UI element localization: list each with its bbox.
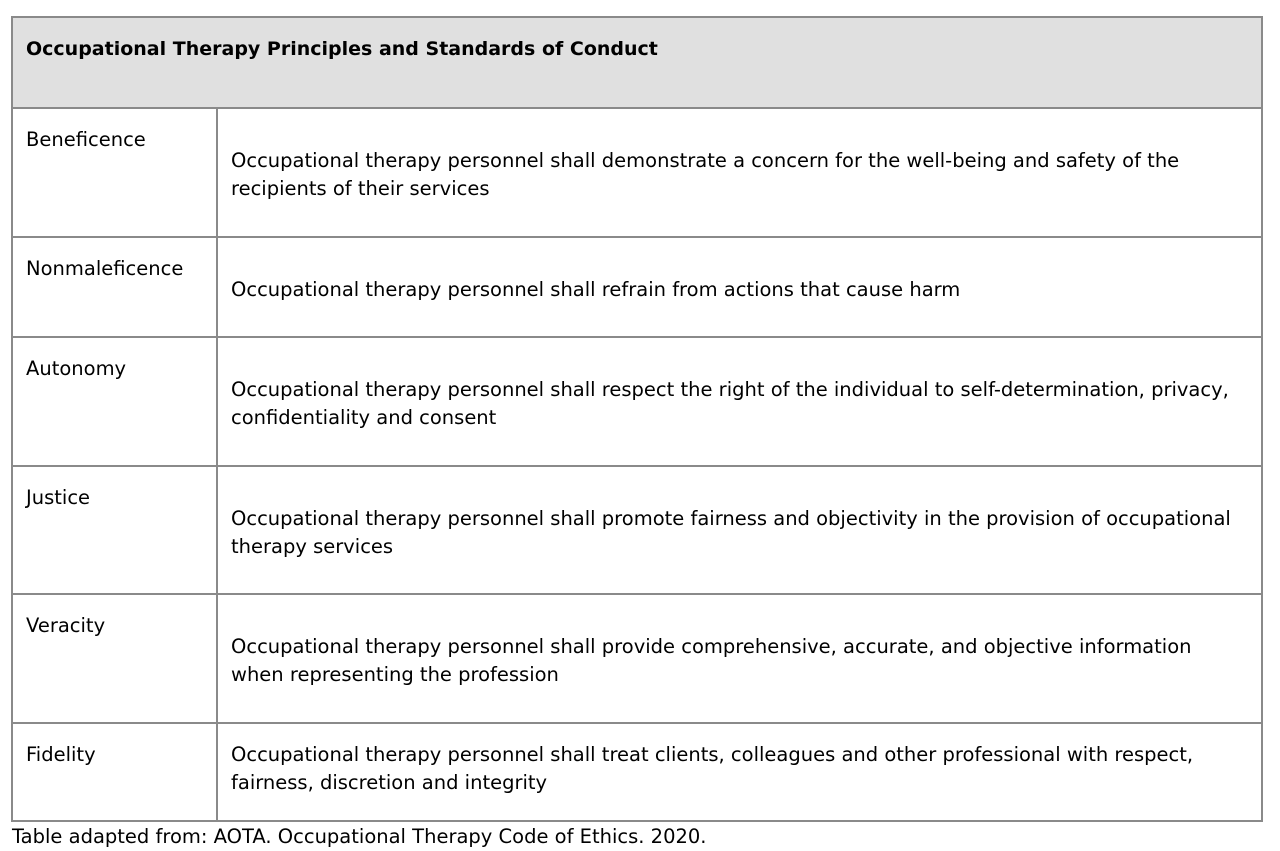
principle-term: Fidelity	[12, 723, 217, 821]
principle-definition: Occupational therapy personnel shall promote fairness and objectivity in the provision of occupational therapy services	[217, 466, 1262, 594]
principle-definition: Occupational therapy personnel shall provide comprehensive, accurate, and objective information when representing the profession	[217, 594, 1262, 723]
ethics-table-container	[11, 16, 1261, 851]
table-title: Occupational Therapy Principles and Standards of Conduct	[12, 17, 1262, 108]
principle-term: Veracity	[12, 594, 217, 723]
principle-term: Beneficence	[12, 108, 217, 237]
table-row	[12, 108, 1262, 237]
principle-term: Nonmaleficence	[12, 237, 217, 337]
table-row	[12, 237, 1262, 337]
principle-definition: Occupational therapy personnel shall respect the right of the individual to self-determination, privacy, confidentiality and consent	[217, 337, 1262, 466]
table-source-caption: Table adapted from: AOTA. Occupational Therapy Code of Ethics. 2020.	[12, 825, 707, 848]
principle-term: Justice	[12, 466, 217, 594]
table-row	[12, 594, 1262, 723]
principle-term: Autonomy	[12, 337, 217, 466]
principle-definition: Occupational therapy personnel shall refrain from actions that cause harm	[217, 237, 1262, 337]
ethics-principles-table	[11, 16, 1263, 822]
table-header-row	[12, 17, 1262, 108]
table-row	[12, 337, 1262, 466]
principle-definition: Occupational therapy personnel shall treat clients, colleagues and other professional with respect, fairness, discretion and integrity	[217, 723, 1262, 821]
table-row	[12, 466, 1262, 594]
table-row	[12, 723, 1262, 821]
principle-definition: Occupational therapy personnel shall demonstrate a concern for the well-being and safety of the recipients of their services	[217, 108, 1262, 237]
